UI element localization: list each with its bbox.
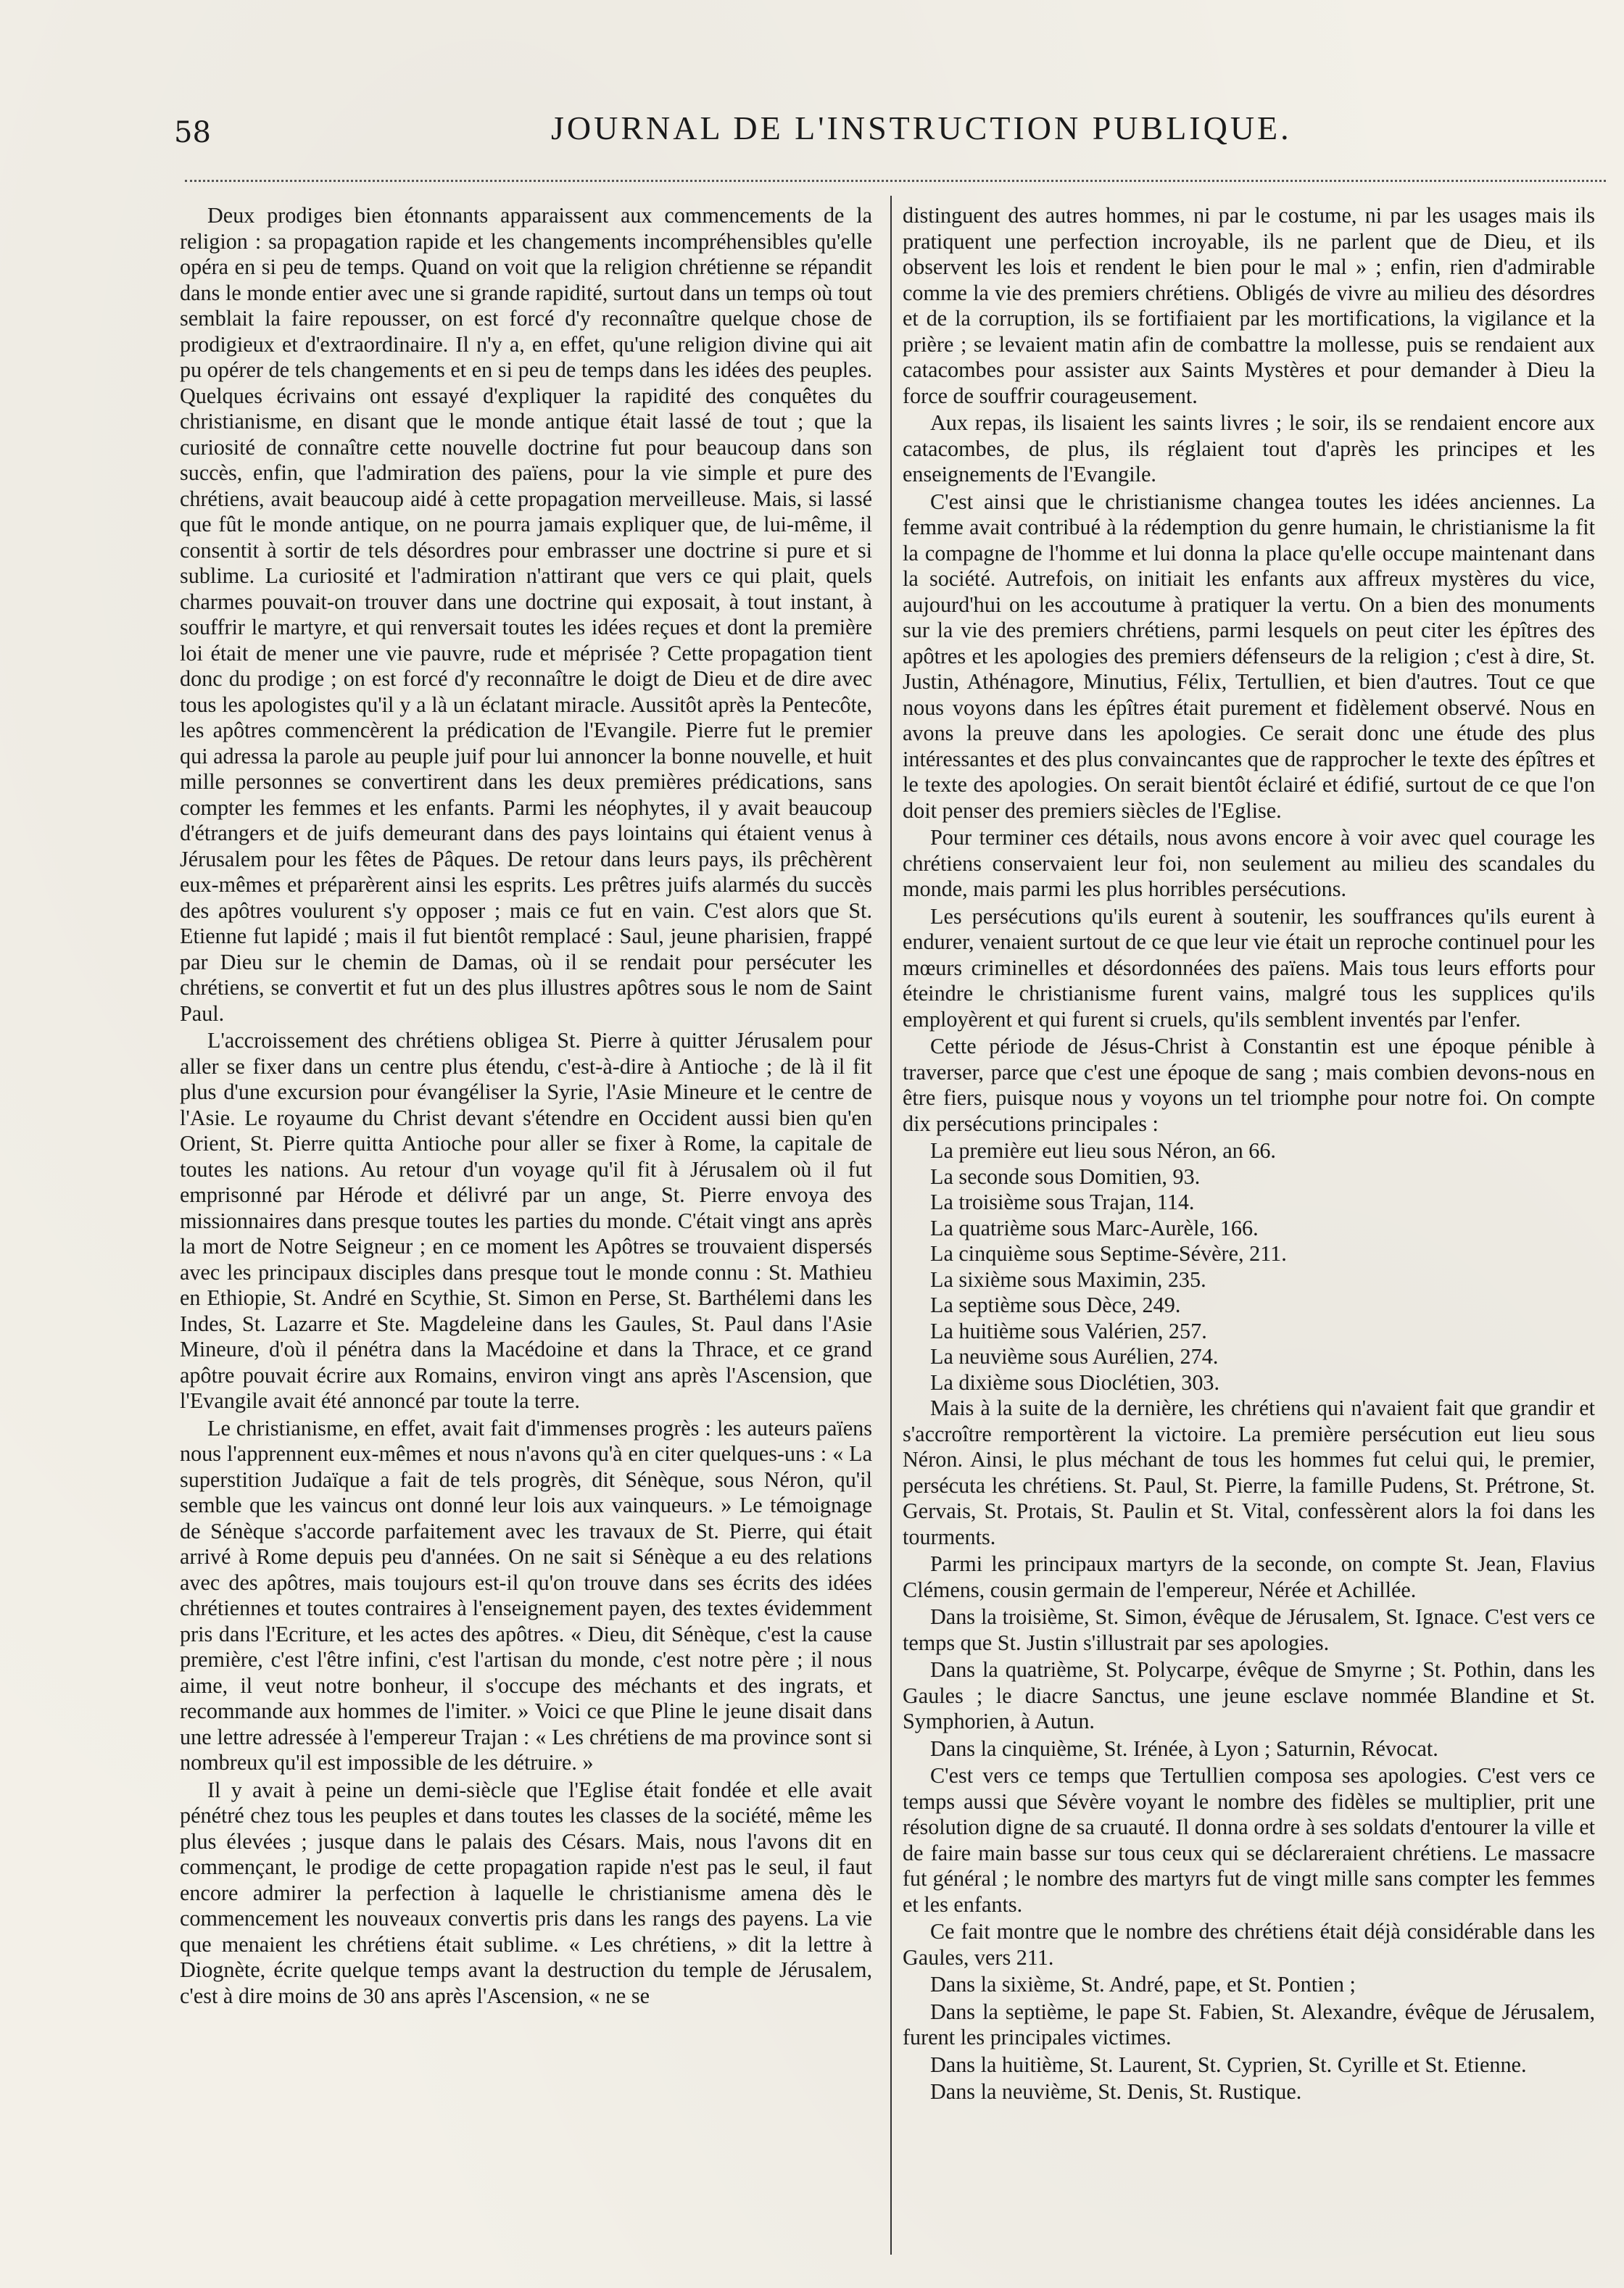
persecution-list-item: La première eut lieu sous Néron, an 66. xyxy=(930,1138,1276,1163)
paragraph: Dans la cinquième, St. Irénée, à Lyon ; Saturnin, Révocat. xyxy=(930,1736,1438,1761)
paragraph: Aux repas, ils lisaient les saints livres ; le soir, ils se rendaient encore aux catacombes, de plus, ils réglaient tout d'après les principes et les enseignements de l'Evangile. xyxy=(903,410,1595,486)
paragraph: Le christianisme, en effet, avait fait d'immenses progrès : les auteurs païens nous l'apprennent eux-mêmes et nous n'avons qu'à en citer quelques-uns : « La superstition Judaïque a fait de tels progrès, dit Sénèque, sous Néron, qu'il semble que les vaincus ont donné leur lois aux vainqueurs. » Le témoignage de Sénèque s'accorde parfaitement avec les travaux de St. Pierre, qui était arrivé à Rome depuis peu d'années. On ne sait si Sénèque a eu des relations avec des apôtres, mais toujours est-il qu'on trouve dans ses écrits des idées chrétiennes et toutes contraires à l'enseignement payen, des textes évidemment pris dans l'Ecriture, et les actes des apôtres. « Dieu, dit Sénèque, c'est la cause première, c'est l'être infini, c'est l'artisan du monde, c'est notre père ; il nous aime, il veut notre bonheur, il s'occupe des méchants et des ingrats, et recommande aux hommes de l'imiter. » Voici ce que Pline le jeune disait dans une lettre adressée à l'empereur Trajan : « Les chrétiens de ma province sont si nombreux qu'il est impossible de les détruire. » xyxy=(180,1415,872,1775)
paragraph: Ce fait montre que le nombre des chrétiens était déjà considérable dans les Gaules, vers 211. xyxy=(903,1919,1595,1970)
paragraph: Deux prodiges bien étonnants apparaissent aux commencements de la religion : sa propagation rapide et les changements incompréhensibles qu'elle opéra en si peu de temps. Quand on voit que la religion chrétienne se répandit dans le monde entier avec une si grande rapidité, surtout dans un temps où tout semblait la faire repousser, on est forcé d'y reconnaître quelque chose de prodigieux et d'extraordinaire. Il n'y a, en effet, qu'une religion divine qui ait pu opérer de tels changements et en si peu de temps dans les idées des peuples. Quelques écrivains ont essayé d'expliquer la rapidité des conquêtes du christianisme, en disant que le monde antique était lassé de tout ; que la curiosité de connaître cette nouvelle doctrine fut pour beaucoup dans son succès, enfin, que l'admiration des païens, pour la vie simple et pure des chrétiens, avait beaucoup aidé à cette propagation merveilleuse. Mais, si lassé que fût le monde antique, on ne pourra jamais expliquer que, de lui-même, il consentit à sortir de tels désordres pour embrasser une doctrine si pure et si sublime. La curiosité et l'admiration n'attirant que vers ce qui plait, quels charmes pouvait-on trouver dans une doctrine qui exposait, à tout instant, à souffrir le martyre, et qui renversait toutes les idées reçues et dont la première loi était de mener une vie pauvre, rude et méprisée ? Cette propagation tient donc du prodige ; on est forcé d'y reconnaître le doigt de Dieu et de dire avec tous les apologistes qu'il y a là un éclatant miracle. Aussitôt après la Pentecôte, les apôtres commencèrent la prédication de l'Evangile. Pierre fut le premier qui adressa la parole au peuple juif pour lui annoncer la bonne nouvelle, et huit mille personnes se convertirent dans les deux premières prédications, sans compter les femmes et les enfants. Parmi les néophytes, il y avait beaucoup d'étrangers et de juifs demeurant dans des pays lointains qui étaient venus à Jérusalem pour les fêtes de Pâques. De retour dans leurs pays, ils prêchèrent eux-mêmes et préparèrent ainsi les esprits. Les prêtres juifs alarmés du succès des apôtres voulurent s'y opposer ; mais ce fut en vain. C'est alors que St. Etienne fut lapidé ; mais il fut bientôt remplacé : Saul, jeune pharisien, frappé par Dieu sur le chemin de Damas, où il se rendait pour persécuter les chrétiens, se convertit et fut un des plus illustres apôtres sous le nom de Saint Paul. xyxy=(180,203,872,1026)
paragraph: Dans la huitième, St. Laurent, St. Cyprien, St. Cyrille et St. Etienne. xyxy=(930,2052,1527,2077)
paragraph: Dans la sixième, St. André, pape, et St. Pontien ; xyxy=(930,1972,1356,1997)
paragraph: distinguent des autres hommes, ni par le costume, ni par les usages mais ils pratiquent une perfection incroyable, ils ne parlent que de Dieu, et ils observent les lois et rendent le bien pour le mal » ; enfin, rien d'admirable comme la vie des premiers chrétiens. Obligés de vivre au milieu des désordres et de la corruption, ils se fortifiaient par les mortifications, la vigilance et la prière ; se levaient matin afin de combattre la mollesse, puis se rendaient aux catacombes pour assister aux Saints Mystères et pour demander à Dieu la force de souffrir courageusement. xyxy=(903,203,1595,408)
page-number: 58 xyxy=(174,116,211,149)
paragraph: C'est ainsi que le christianisme changea toutes les idées anciennes. La femme avait contribué à la rédemption du genre humain, le christianisme la fit la compagne de l'homme et lui donna la place qu'elle occupe maintenant dans la société. Autrefois, on initiait les enfants aux affreux mystères du vice, aujourd'hui on les accoutume à pratiquer la vertu. On a bien des monuments sur la vie des premiers chrétiens, parmi lesquels on peut citer les épîtres des apôtres et les apologies des premiers défenseurs de la religion ; c'est à dire, St. Justin, Athénagore, Minutius, Félix, Tertullien, et bien d'autres. Tout ce que nous voyons dans les épîtres était purement et fidèlement observé. Nous en avons la preuve dans les apologies. Ce serait donc une étude des plus intéressantes et des plus convaincantes que de rapprocher le texte des épîtres et le texte des apologies. On serait bientôt éclairé et édifié, surtout de ce que l'on doit penser des premiers siècles de l'Eglise. xyxy=(903,489,1595,823)
paragraph: L'accroissement des chrétiens obligea St. Pierre à quitter Jérusalem pour aller se fixer dans un centre plus étendu, c'est-à-dire à Antioche ; de là il fit plus d'une excursion pour évangéliser la Syrie, l'Asie Mineure et le centre de l'Asie. Le royaume du Christ devant s'étendre en Occident aussi bien qu'en Orient, St. Pierre quitta Antioche pour aller se fixer à Rome, la capitale de toutes les nations. Au retour d'un voyage qu'il fit à Jérusalem où il fut emprisonné par Hérode et délivré par un ange, St. Pierre envoya des missionnaires dans presque toutes les parties du monde. C'était vingt ans après la mort de Notre Seigneur ; en ce moment les Apôtres se trouvaient dispersés avec les principaux disciples dans presque tout le monde connu : St. Mathieu en Ethiopie, St. André en Scythie, St. Simon en Perse, St. Barthélemi dans les Indes, St. Lazarre et Ste. Magdeleine dans les Gaules, St. Paul dans l'Asie Mineure, d'où il pénétra dans la Macédoine et dans la Thrace, et ce grand apôtre pouvait écrire aux Romains, environ vingt ans après l'Ascension, que l'Evangile avait été annoncé par toute la terre. xyxy=(180,1028,872,1413)
persecution-list-item: La dixième sous Dioclétien, 303. xyxy=(930,1369,1220,1395)
paragraph: Les persécutions qu'ils eurent à soutenir, les souffrances qu'ils eurent à endurer, venaient surtout de ce que leur vie était un reproche continuel pour les mœurs criminelles et désordonnées des païens. Mais tous leurs efforts pour éteindre le christianisme furent vains, malgré tous les supplices qu'ils employèrent et qui furent si cruels, qu'ils semblent inventés par l'enfer. xyxy=(903,903,1595,1032)
paragraph: Pour terminer ces détails, nous avons encore à voir avec quel courage les chrétiens conservaient leur foi, non seulement au milieu des scandales du monde, mais parmi les plus horribles persécutions. xyxy=(903,825,1595,901)
persecution-list-item: La septième sous Dèce, 249. xyxy=(930,1293,1181,1317)
persecution-list-item: La cinquième sous Septime-Sévère, 211. xyxy=(930,1241,1287,1266)
column-divider xyxy=(890,196,892,2255)
header-rule xyxy=(185,180,1606,182)
left-column xyxy=(180,203,872,2276)
paragraph: Dans la quatrième, St. Polycarpe, évêque de Smyrne ; St. Pothin, dans les Gaules ; le diacre Sanctus, une jeune esclave nommée Blandine et St. Symphorien, à Autun. xyxy=(903,1657,1595,1733)
persecution-list-item: La seconde sous Domitien, 93. xyxy=(930,1164,1201,1189)
paragraph: Parmi les principaux martyrs de la seconde, on compte St. Jean, Flavius Clémens, cousin germain de l'empereur, Nérée et Achillée. xyxy=(903,1551,1595,1602)
paragraph: Il y avait à peine un demi-siècle que l'Eglise était fondée et elle avait pénétré chez tous les peuples et dans toutes les classes de la société, même les plus élevées ; jusque dans le palais des Césars. Mais, nous l'avons dit en commençant, le prodige de cette propagation rapide n'est pas le seul, il faut encore admirer la perfection à laquelle le christianisme amena dès le commencement les nouveaux convertis pris dans les rangs des payens. La vie que menaient les chrétiens était sublime. « Les chrétiens, » dit la lettre à Diognète, écrite quelque temps avant la destruction du temple de Jérusalem, c'est à dire moins de 30 ans après l'Ascension, « ne se xyxy=(180,1777,872,2008)
page-header xyxy=(174,109,1436,159)
right-column xyxy=(903,203,1595,2276)
persecution-list-item: La sixième sous Maximin, 235. xyxy=(930,1267,1206,1292)
paragraph: C'est vers ce temps que Tertullien composa ses apologies. C'est vers ce temps aussi que Sévère voyant le nombre des fidèles se multiplier, prit une résolution digne de sa cruauté. Il donna ordre à ses soldats d'entourer la ville et de faire main basse sur tous ceux qui se déclareraient chrétiens. Le massacre fut général ; le nombre des martyrs fut de vingt mille sans compter les femmes et les enfants. xyxy=(903,1763,1595,1917)
paragraph: Dans la troisième, St. Simon, évêque de Jérusalem, St. Ignace. C'est vers ce temps que St. Justin s'illustrait par ses apologies. xyxy=(903,1604,1595,1655)
paragraph: Mais à la suite de la dernière, les chrétiens qui n'avaient fait que grandir et s'accroître remportèrent la victoire. La première persécution eut lieu sous Néron. Ainsi, le plus méchant de tous les hommes fut celui qui, le premier, persécuta les chrétiens. St. Paul, St. Pierre, la famille Pudens, St. Prétrone, St. Gervais, St. Protais, St. Paulin et St. Vital, confessèrent alors la foi dans les tourments. xyxy=(903,1396,1595,1549)
paragraph: Cette période de Jésus-Christ à Constantin est une époque pénible à traverser, parce que c'est une époque de sang ; mais combien devons-nous en être fiers, puisque nous y voyons un tel triomphe pour notre foi. On compte dix persécutions principales : xyxy=(903,1034,1595,1136)
journal-title: JOURNAL DE L'INSTRUCTION PUBLIQUE. xyxy=(551,109,1292,146)
persecution-list-item: La neuvième sous Aurélien, 274. xyxy=(930,1344,1219,1369)
persecution-list-item: La troisième sous Trajan, 114. xyxy=(930,1190,1195,1214)
persecution-list-item: La quatrième sous Marc-Aurèle, 166. xyxy=(930,1215,1259,1240)
paragraph: Dans la septième, le pape St. Fabien, St. Alexandre, évêque de Jérusalem, furent les principales victimes. xyxy=(903,1999,1595,2049)
paragraph: Dans la neuvième, St. Denis, St. Rustique. xyxy=(930,2079,1302,2104)
persecution-list-item: La huitième sous Valérien, 257. xyxy=(930,1318,1207,1343)
